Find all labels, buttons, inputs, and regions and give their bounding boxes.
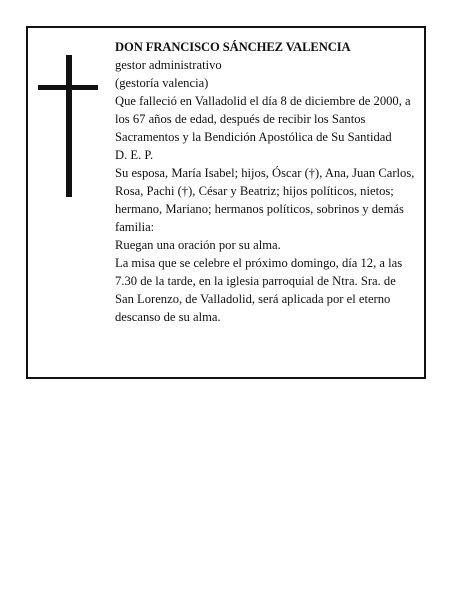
deceased-name: DON FRANCISCO SÁNCHEZ VALENCIA xyxy=(115,40,351,54)
rip-text: D. E. P. xyxy=(115,148,154,162)
company: (gestoría valencia) xyxy=(115,76,209,90)
profession: gestor administrativo xyxy=(115,58,222,72)
notice-text xyxy=(115,38,415,326)
cross-vertical-bar xyxy=(66,55,72,197)
cross-horizontal-bar xyxy=(38,85,98,90)
death-statement: Que falleció en Valladolid el día 8 de diciembre de 2000, a los 67 años de edad, después de recibir los Santos Sacramentos y la Bendición Apostólica de Su Santidad xyxy=(115,94,411,144)
prayer-request: Ruegan una oración por su alma. xyxy=(115,238,281,252)
mass-info: La misa que se celebre el próximo domingo, día 12, a las 7.30 de la tarde, en la iglesia parroquial de Ntra. Sra. de San Lorenzo, de Valladolid, será aplicada por el eterno descanso de su alma. xyxy=(115,256,403,324)
family-list: Su esposa, María Isabel; hijos, Óscar (†), Ana, Juan Carlos, Rosa, Pachi (†), César y Beatriz; hijos políticos, nietos; hermano, Mariano; hermanos políticos, sobrinos y demás familia: xyxy=(115,166,415,234)
obituary-notice xyxy=(26,26,426,379)
